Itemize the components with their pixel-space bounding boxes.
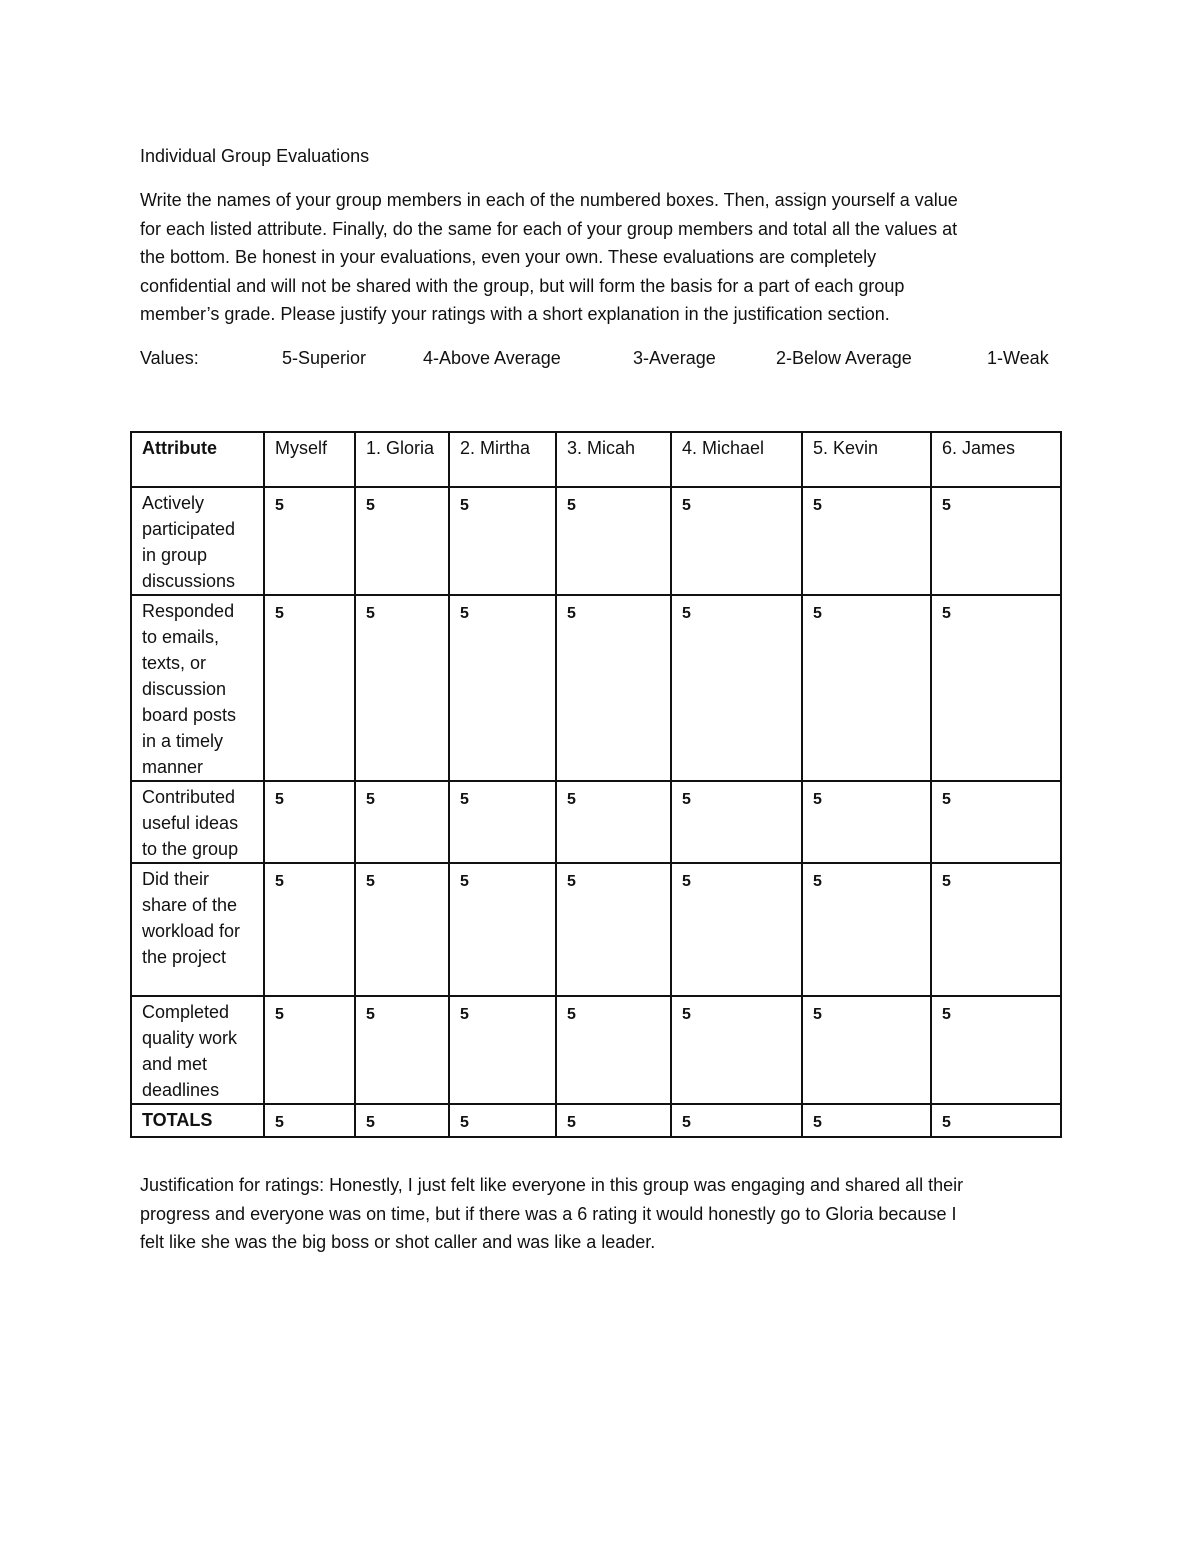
column-header-gloria: 1. Gloria: [355, 432, 449, 487]
rating-cell: 5: [264, 781, 355, 863]
rating-cell: 5: [931, 595, 1061, 781]
rating-cell: 5: [556, 595, 671, 781]
totals-label: TOTALS: [131, 1104, 264, 1137]
rating-cell: 5: [671, 487, 802, 595]
column-header-kevin: 5. Kevin: [802, 432, 931, 487]
column-header-michael: 4. Michael: [671, 432, 802, 487]
rating-cell: 5: [264, 996, 355, 1104]
rating-cell: 5: [556, 996, 671, 1104]
column-header-mirtha: 2. Mirtha: [449, 432, 556, 487]
rating-cell: 5: [449, 487, 556, 595]
rating-cell: 5: [802, 863, 931, 996]
attribute-cell: Did their share of the workload for the project: [131, 863, 264, 996]
instructions-line: member’s grade. Please justify your ratings with a short explanation in the justification section.: [140, 304, 890, 325]
rating-cell: 5: [556, 781, 671, 863]
rating-cell: 5: [556, 863, 671, 996]
totals-row: [131, 1104, 1061, 1137]
column-header-attribute: Attribute: [131, 432, 264, 487]
justification-line: progress and everyone was on time, but if there was a 6 rating it would honestly go to Gloria because I: [140, 1203, 957, 1224]
rating-cell: 5: [355, 595, 449, 781]
rating-cell: 5: [355, 487, 449, 595]
rating-cell: 5: [355, 863, 449, 996]
table-row: [131, 781, 1061, 863]
rating-cell: 5: [802, 996, 931, 1104]
justification-paragraph: [140, 1171, 1070, 1257]
total-cell: 5: [355, 1104, 449, 1137]
table-row: [131, 996, 1061, 1104]
rating-scale-label: Values:: [140, 348, 199, 368]
table-row: [131, 487, 1061, 595]
rating-cell: 5: [449, 996, 556, 1104]
instructions-paragraph: [140, 186, 1070, 329]
rating-cell: 5: [449, 595, 556, 781]
rating-cell: 5: [931, 781, 1061, 863]
table-row: [131, 595, 1061, 781]
rating-cell: 5: [671, 781, 802, 863]
instructions-line: Write the names of your group members in each of the numbered boxes. Then, assign yourself a value: [140, 190, 958, 210]
rating-cell: 5: [671, 595, 802, 781]
rating-cell: 5: [931, 863, 1061, 996]
rating-value-3: 3-Average: [633, 348, 716, 368]
rating-value-4: 4-Above Average: [423, 348, 561, 368]
instructions-line: confidential and will not be shared with the group, but will form the basis for a part of each group: [140, 275, 905, 296]
page-title: Individual Group Evaluations: [140, 146, 370, 166]
rating-scale: [140, 345, 1070, 371]
attribute-cell: Contributed useful ideas to the group: [131, 781, 264, 863]
rating-cell: 5: [449, 781, 556, 863]
evaluation-table: [130, 431, 1062, 1138]
rating-cell: 5: [802, 487, 931, 595]
attribute-cell: Completed quality work and met deadlines: [131, 996, 264, 1104]
total-cell: 5: [931, 1104, 1061, 1137]
total-cell: 5: [449, 1104, 556, 1137]
rating-cell: 5: [556, 487, 671, 595]
rating-value-2: 2-Below Average: [776, 348, 912, 368]
rating-cell: 5: [802, 595, 931, 781]
rating-cell: 5: [264, 487, 355, 595]
rating-cell: 5: [264, 863, 355, 996]
rating-cell: 5: [264, 595, 355, 781]
instructions-line: for each listed attribute. Finally, do the same for each of your group members and total all the values at: [140, 218, 958, 239]
attribute-cell: Responded to emails, texts, or discussion board posts in a timely manner: [131, 595, 264, 781]
column-header-micah: 3. Micah: [556, 432, 671, 487]
rating-cell: 5: [671, 996, 802, 1104]
rating-cell: 5: [355, 996, 449, 1104]
rating-value-1: 1-Weak: [987, 348, 1049, 368]
column-header-myself: Myself: [264, 432, 355, 487]
rating-cell: 5: [931, 996, 1061, 1104]
table-row: [131, 863, 1061, 996]
justification-line: Justification for ratings: Honestly, I just felt like everyone in this group was engaging and shared all their: [140, 1175, 964, 1195]
instructions-line: the bottom. Be honest in your evaluations, even your own. These evaluations are completely: [140, 247, 877, 268]
total-cell: 5: [264, 1104, 355, 1137]
total-cell: 5: [802, 1104, 931, 1137]
rating-cell: 5: [449, 863, 556, 996]
rating-cell: 5: [802, 781, 931, 863]
total-cell: 5: [671, 1104, 802, 1137]
attribute-cell: Actively participated in group discussions: [131, 487, 264, 595]
rating-cell: 5: [671, 863, 802, 996]
column-header-james: 6. James: [931, 432, 1061, 487]
total-cell: 5: [556, 1104, 671, 1137]
table-header-row: [131, 432, 1061, 487]
rating-cell: 5: [355, 781, 449, 863]
justification-line: felt like she was the big boss or shot caller and was like a leader.: [140, 1232, 656, 1253]
rating-value-5: 5-Superior: [282, 348, 367, 368]
rating-cell: 5: [931, 487, 1061, 595]
